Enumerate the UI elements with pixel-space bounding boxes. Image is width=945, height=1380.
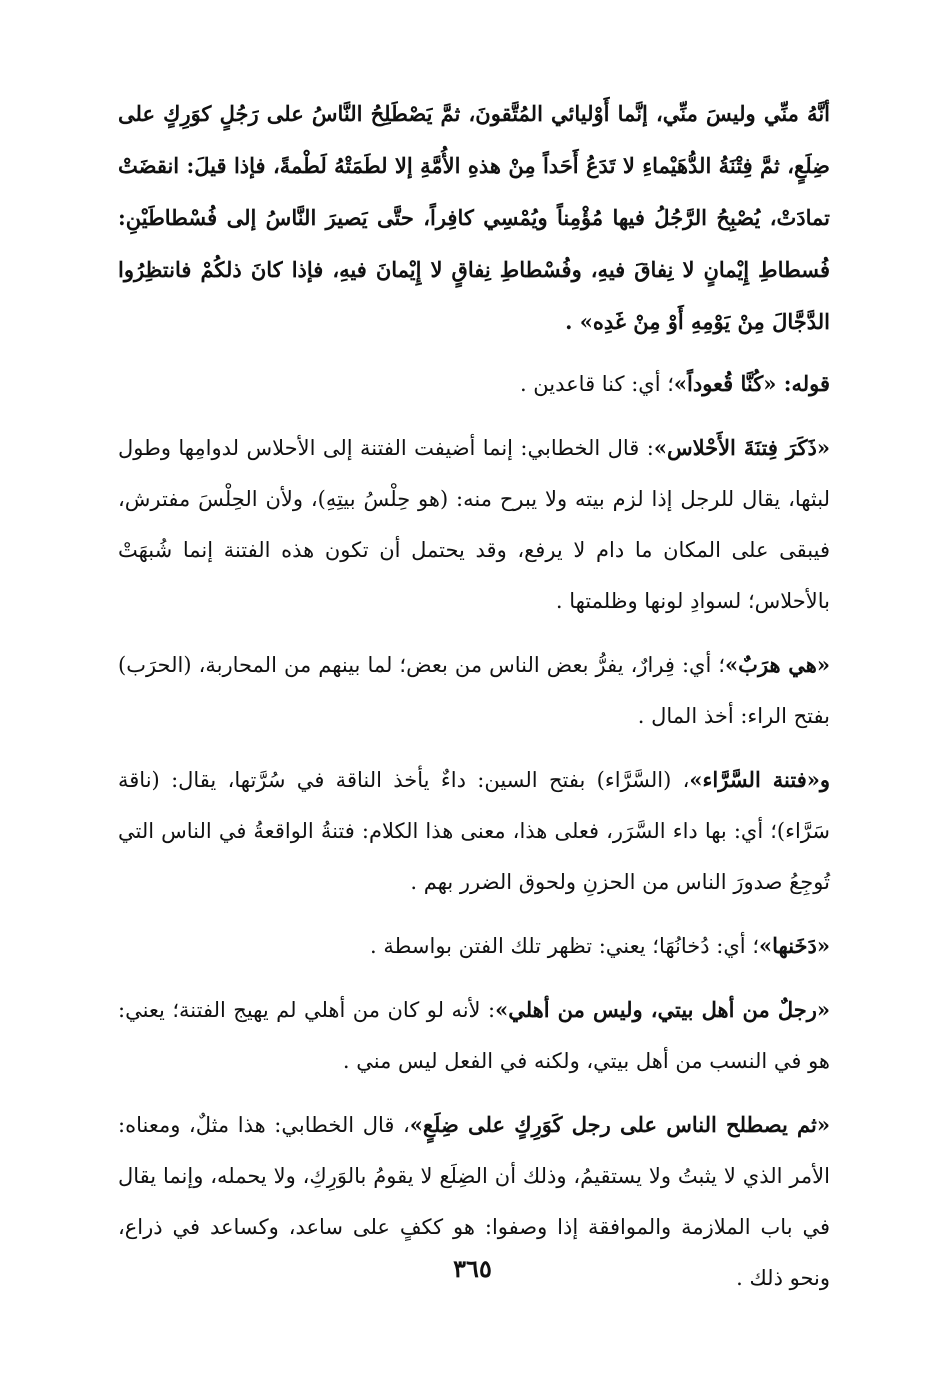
hadith-text: أنَّهُ منِّي وليسَ منِّي، إنَّما أَوْليائي المُتَّقونَ، ثمَّ يَصْطَلِحُ النَّاسُ على رَجُلٍ كوَرِكٍ على ضِلَعٍ، ثمَّ فِتْنَةُ الدُّهَيْماءِ لا تَدَعُ أَحَداً مِنْ هذهِ الأُمَّةِ إلا لطَمَتْهُ لَطْمةً، فإذا قيلَ: انقضَتْ تمادَتْ، يُصْبِحُ الرَّجُلُ فيها مُؤْمِناً ويُمْسِي كافِراً، حتَّى يَصيرَ النَّاسُ إلى فُسْطاطَيْنِ: فُسطاطِ إِيْمانٍ لا نِفاقَ فيهِ، وفُسْطاطِ نِفاقٍ لا إِيْمانَ فيهِ، فإذا كانَ ذلكُمْ فانتظِرُوا الدَّجَّالَ مِنْ يَوْمِهِ أَوْ مِنْ غَدِه» . (118, 101, 830, 334)
commentary-text: ؛ أي: كنا قاعدين . (519, 372, 674, 396)
lemma: «هي هرَبٌ» (725, 652, 830, 677)
commentary-text: ، (السَّرَّاء) بفتح السين: داءٌ يأخذ الناقة في سُرَّتها، يقال: (ناقة سَرَّاء)؛ أي: بها داء السَّرَر، فعلى هذا، معنى هذا الكلام: فتنةُ الواقعةُ في الناس التي تُوجِعُ صدورَ الناس من الحزنِ ولحوق الضرر بهم . (118, 768, 830, 894)
commentary-text: : قال الخطابي: إنما أضيفت الفتنة إلى الأحلاس لدوامِها وطول لبثها، يقال للرجل إذا لزم بيته ولا يبرح منه: (هو حِلْسُ بيتِهِ)، ولأن الحِلْسَ مفترش، فيبقى على المكان ما دام لا يرفع، وقد يحتمل أن تكون هذه الفتنة إنما شُبهَتْ بالأحلاس؛ لسوادِ لونها وظلمتها . (118, 436, 830, 613)
lemma: قوله: «كُنَّا قُعوداً» (673, 371, 830, 396)
commentary-paragraph (118, 358, 830, 410)
lemma: و«فتنة السَّرَّاء» (689, 767, 830, 792)
lemma: «دَخَنها» (759, 933, 830, 958)
commentary-paragraph (118, 754, 830, 908)
commentary-paragraph (118, 920, 830, 972)
commentary-paragraph (118, 639, 830, 742)
commentary-text: ؛ أي: فِرارٌ، يفرُّ بعض الناس من بعض؛ لما بينهم من المحاربة، (الحرَب) بفتح الراء: أخذ المال . (118, 653, 830, 728)
commentary-paragraph (118, 984, 830, 1087)
commentary-text: ، قال الخطابي: هذا مثلٌ، ومعناه: الأمر الذي لا يثبتُ ولا يستقيمُ، وذلك أن الضِلَع لا يقومُ بالوَرِكِ، ولا يحمله، وإنما يقال في باب الملازمة والموافقة إذا وصفوا: هو ككفٍ على ساعد، وكساعد في ذراع، ونحو ذلك . (118, 1113, 830, 1290)
lemma: «ثم يصطلح الناس على رجل كَوَرِكٍ على ضِلَعٍ» (409, 1112, 830, 1137)
commentary-text: : لأنه لو كان من أهلي لم يهيج الفتنة؛ يعني: هو في النسب من أهل بيتي، ولكنه في الفعل ليس مني . (118, 998, 830, 1073)
commentary-text: ؛ أي: دُخانُهَا؛ يعني: تظهر تلك الفتن بواسطة . (370, 934, 759, 958)
lemma: «ذَكَرَ فِتنَةَ الأَحْلاس» (653, 435, 830, 460)
page-number: ٣٦٥ (453, 1254, 492, 1283)
document-page (118, 88, 830, 1316)
lemma: «رجلٌ من أهل بيتي، وليس من أهلي» (495, 997, 830, 1022)
commentary-paragraph (118, 422, 830, 627)
